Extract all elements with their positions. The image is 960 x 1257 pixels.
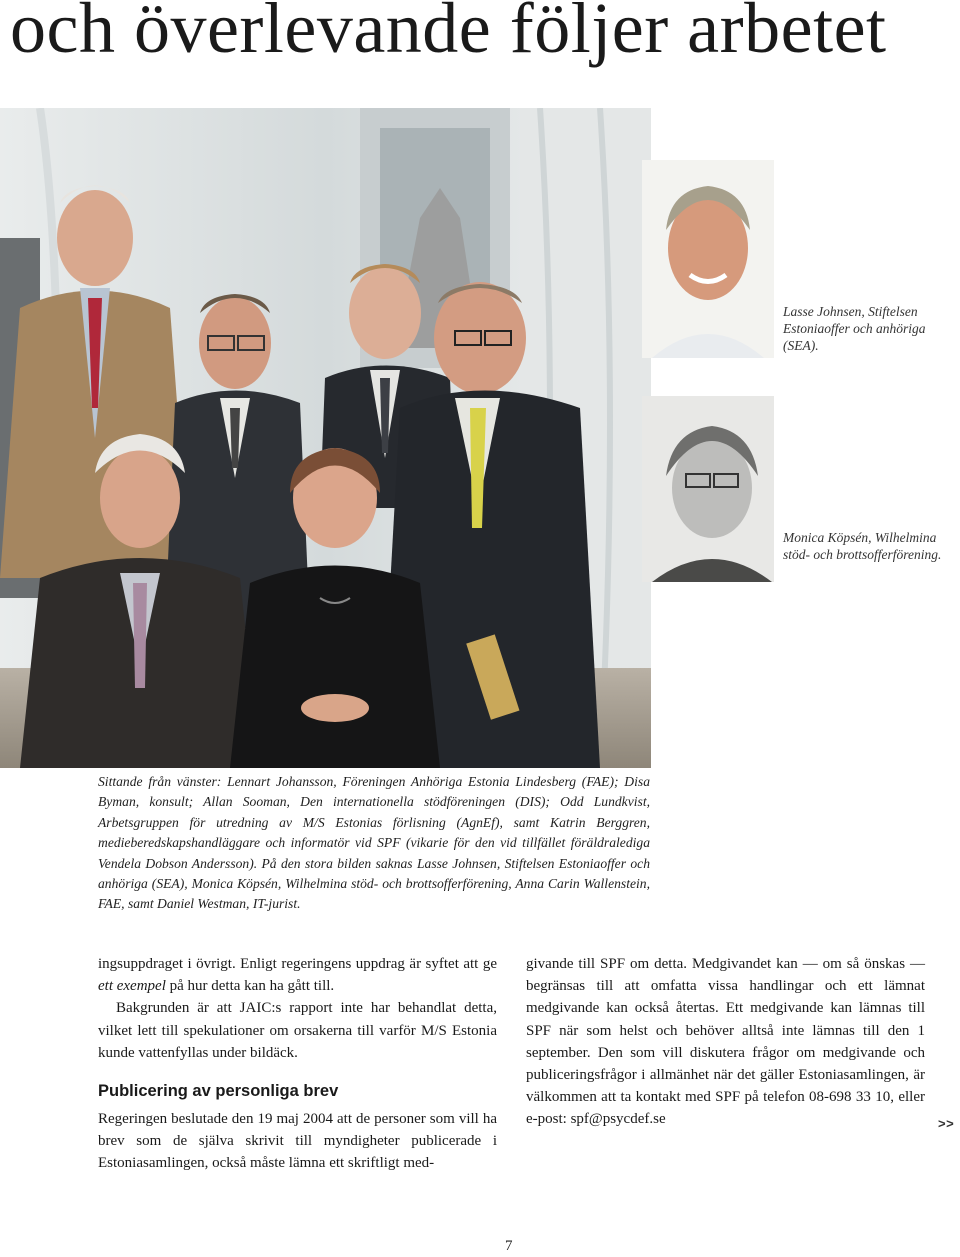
left-paragraph-2: Bakgrunden är att JAIC:s rapport inte har behandlat detta, vilket lett till spekulationer om orsakerna till varför M/S Estonia kunde vattenfyllas under bildäck. — [98, 1000, 497, 1061]
portrait-monica-kopsen — [642, 396, 774, 582]
photo-caption: Sittande från vänster: Lennart Johansson, Föreningen Anhöriga Estonia Lindesberg (FAE); Disa Byman, konsult; Allan Sooman, Den internationella stödföreningen (DIS); Odd Lundkvist, Arbetsgruppen för utredning av M/S Estonias förlisning (AgnEf), samt Katrin Berggren, medieberedskapshandläggare och informatör vid SPF (vikarie för den vid tillfället föräldralediga Vendela Dobson Andersson). På den stora bilden saknas Lasse Johnsen, Stiftelsen Estoniaoffer och anhöriga (SEA), Monica Köpsén, Wilhelmina stöd- och brottsofferförening, Anna Carin Wallenstein, FAE, samt Daniel Westman, IT-jurist. — [98, 774, 650, 912]
portrait-caption-1: Lasse Johnsen, Stiftelsen Estoniaoffer och anhöriga (SEA). — [783, 304, 926, 353]
portrait-lasse-johnsen — [642, 160, 774, 358]
section-heading: Publicering av personliga brev — [98, 1082, 339, 1101]
page-number: 7 — [505, 1238, 513, 1254]
group-photo — [0, 108, 651, 768]
right-paragraph-1: givande till SPF om detta. Medgivandet kan — om så önskas — begränsas till att omfatta vissa handlingar och ett lämnat medgivande kan också återtas. Ett medgivande kan lämnas till SPF när som helst och behöver alltså inte lämnas till den 1 september. Den som vill diskutera frågor om medgivande och publiceringsfrågor i allmänhet när det gäller Estoniasamlingen, är välkommen att ta kontakt med SPF på telefon 08-698 33 10, eller e-post: spf@psycdef.se — [526, 956, 925, 1128]
continue-marker: >> — [938, 1116, 955, 1131]
right-column — [526, 953, 925, 1131]
left-paragraph-1-start: ingsuppdraget i övrigt. Enligt regeringens uppdrag är syftet att ge — [98, 956, 497, 972]
left-paragraph-1 — [98, 953, 497, 997]
group-photo-illustration — [0, 108, 651, 768]
left-paragraph-1-end: på hur detta kan ha gått till. — [165, 978, 335, 995]
left-column — [98, 953, 497, 1175]
page-headline: och överlevande följer arbetet — [10, 0, 887, 68]
portrait-illustration — [642, 160, 774, 358]
left-paragraph-3: Regeringen beslutade den 19 maj 2004 att de personer som vill ha brev som de själva skrivit till myndigheter publicerade i Estoniasamlingen, också måste lämna ett skriftligt med- — [98, 1111, 497, 1172]
emphasis-example: ett exempel — [98, 978, 166, 995]
portrait-illustration — [642, 396, 774, 582]
portrait-caption-2: Monica Köpsén, Wilhelmina stöd- och brottsofferförening. — [783, 530, 942, 562]
